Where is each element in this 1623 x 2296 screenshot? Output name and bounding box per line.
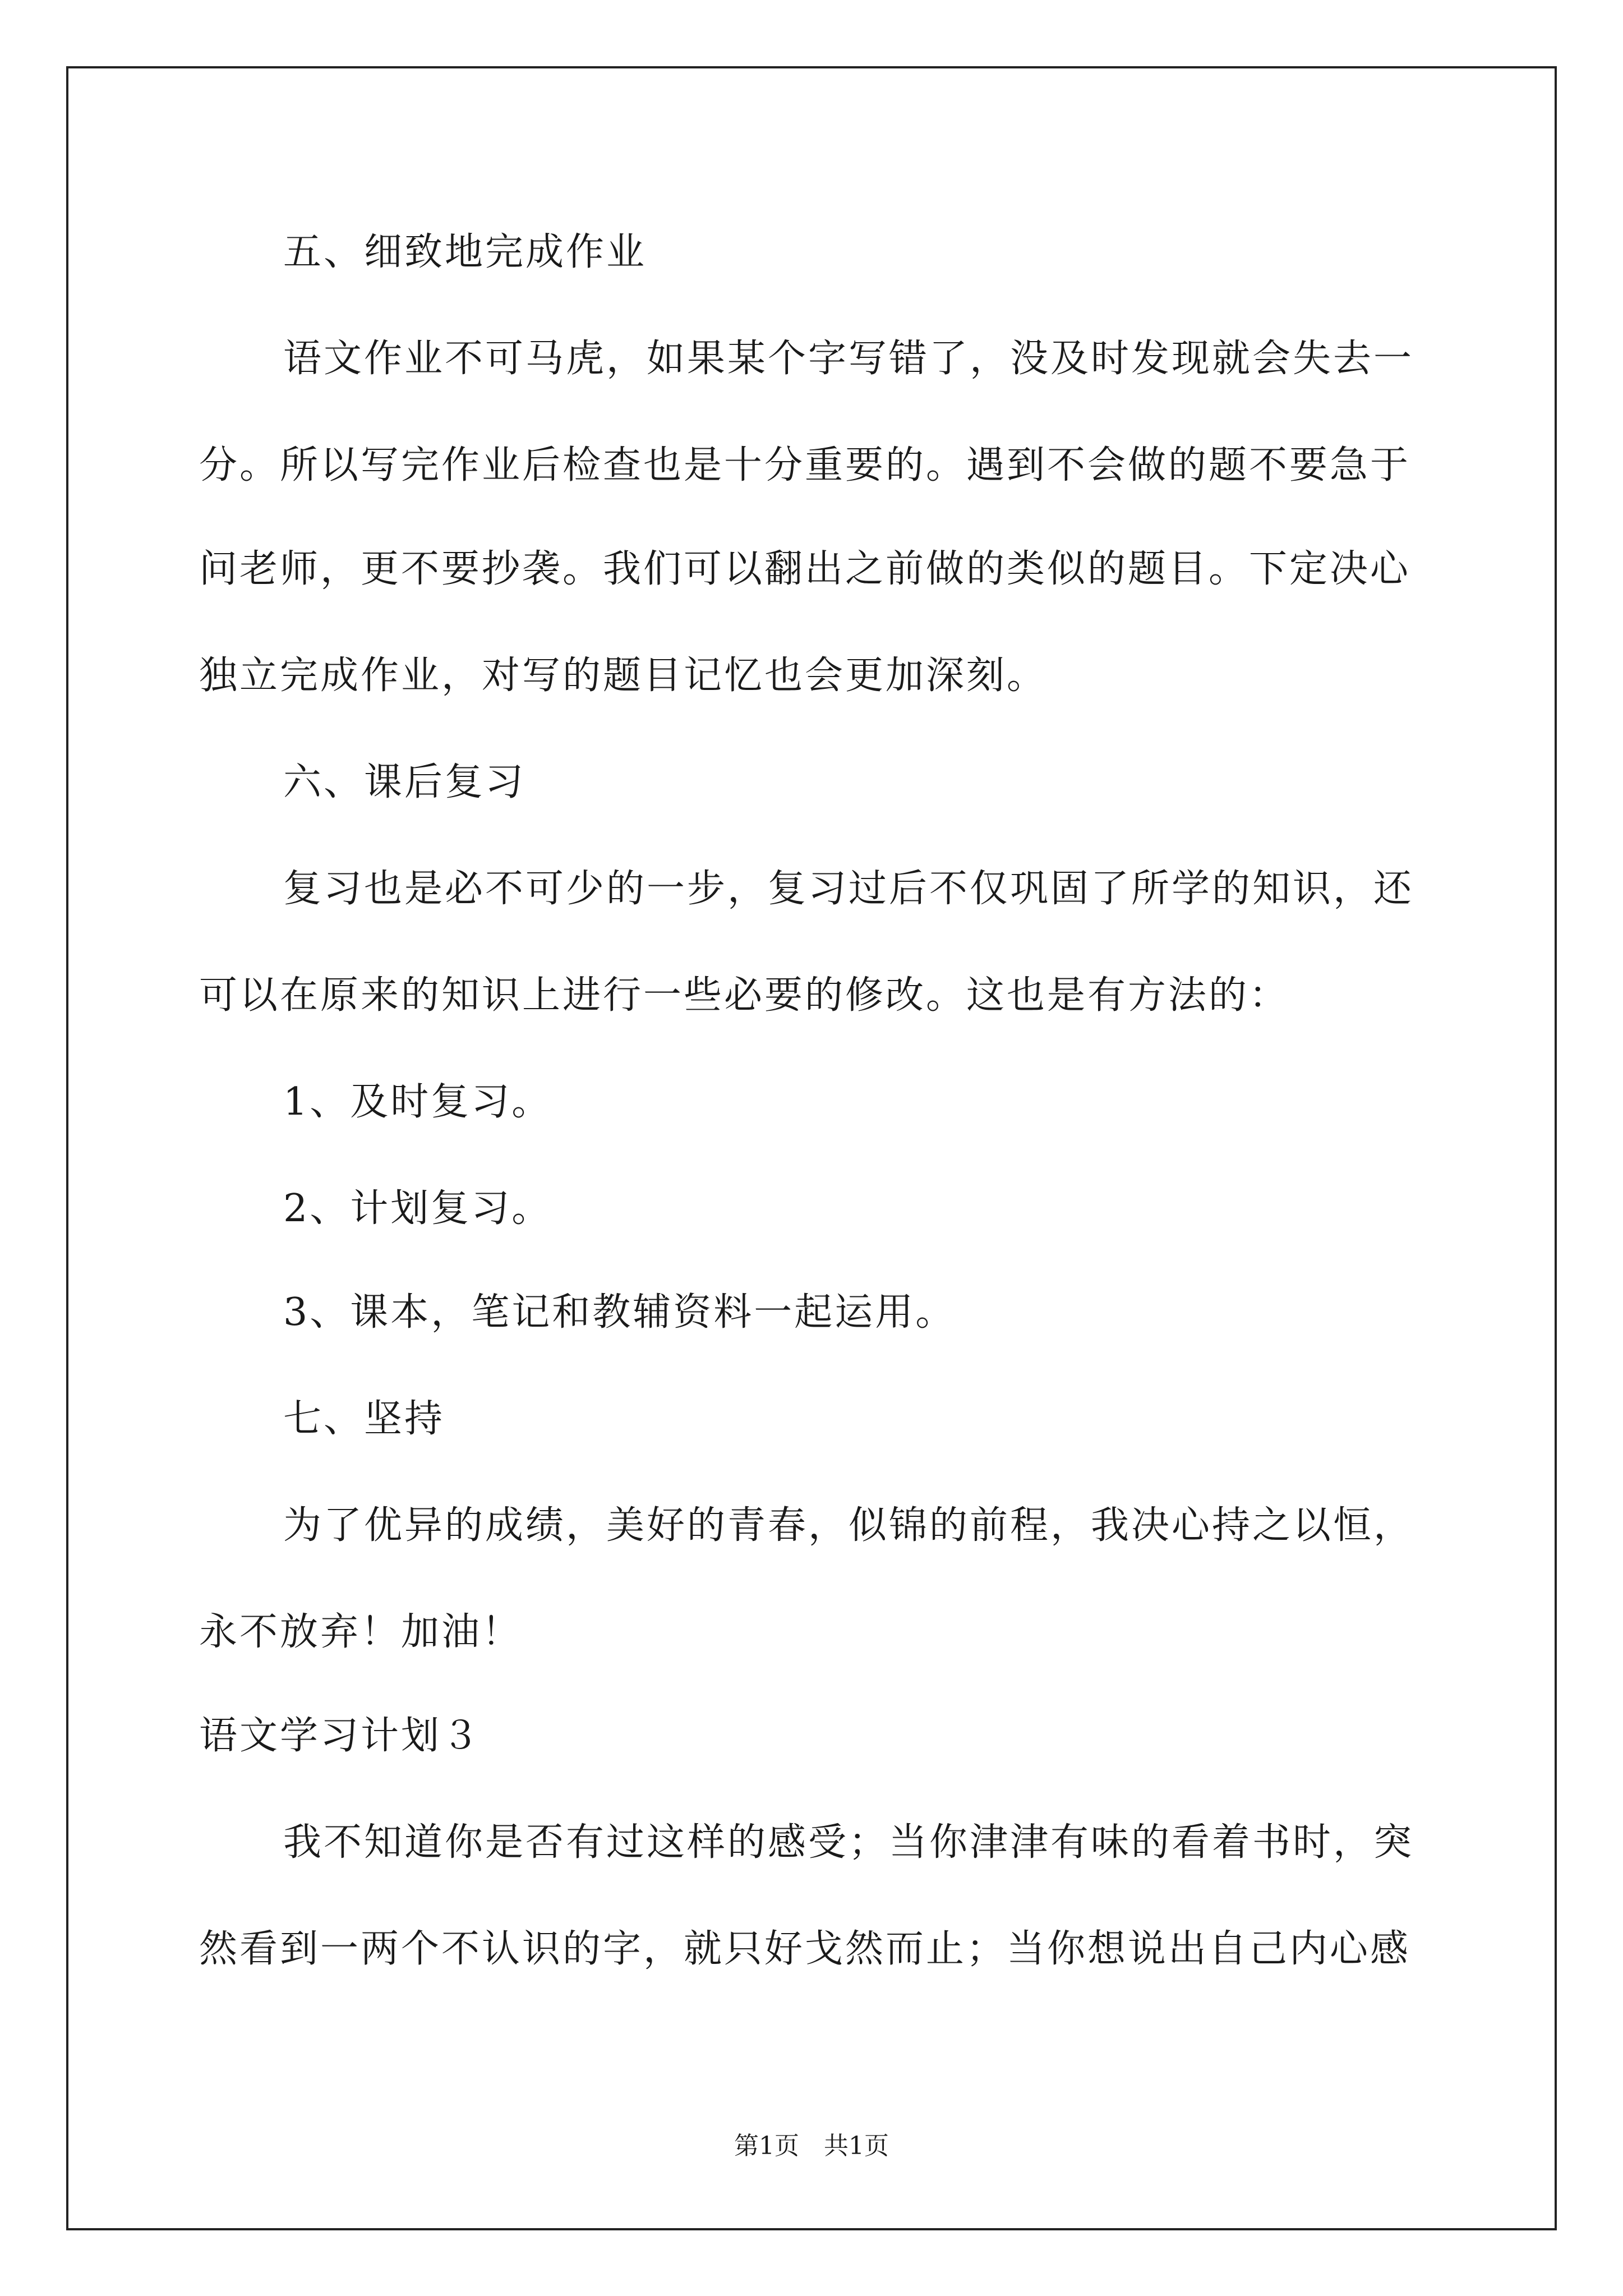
- paragraph-line: 永不放弃！加油！: [199, 1610, 523, 1654]
- list-item: 1、及时复习。: [283, 1080, 552, 1124]
- section-heading-5: 五、细致地完成作业: [283, 230, 647, 274]
- page-footer: 第1页 共1页: [734, 2132, 889, 2160]
- paragraph-line: 然看到一两个不认识的字，就只好戈然而止；当你想说出自己内心感: [199, 1927, 1411, 1971]
- section-heading-6: 六、课后复习: [283, 760, 526, 804]
- list-item: 2、计划复习。: [283, 1186, 552, 1231]
- paragraph-line: 独立完成作业，对写的题目记忆也会更加深刻。: [199, 654, 1048, 698]
- paragraph-line: 问老师，更不要抄袭。我们可以翻出之前做的类似的题目。下定决心: [199, 547, 1411, 591]
- section-heading-7: 七、坚持: [283, 1397, 445, 1441]
- page-border: [66, 66, 1557, 2230]
- list-item: 3、课本，笔记和教辅资料一起运用。: [283, 1290, 956, 1335]
- document-section-title: 语文学习计划３: [199, 1714, 482, 1758]
- paragraph-line: 语文作业不可马虎，如果某个字写错了，没及时发现就会失去一: [283, 337, 1414, 381]
- paragraph-line: 分。所以写完作业后检查也是十分重要的。遇到不会做的题不要急于: [199, 443, 1411, 487]
- paragraph-line: 复习也是必不可少的一步，复习过后不仅巩固了所学的知识，还: [283, 867, 1414, 911]
- paragraph-line: 可以在原来的知识上进行一些必要的修改。这也是有方法的：: [199, 973, 1290, 1018]
- paragraph-line: 为了优异的成绩，美好的青春，似锦的前程，我决心持之以恒，: [283, 1503, 1414, 1548]
- paragraph-line: 我不知道你是否有过这样的感受；当你津津有味的看着书时，突: [283, 1820, 1414, 1865]
